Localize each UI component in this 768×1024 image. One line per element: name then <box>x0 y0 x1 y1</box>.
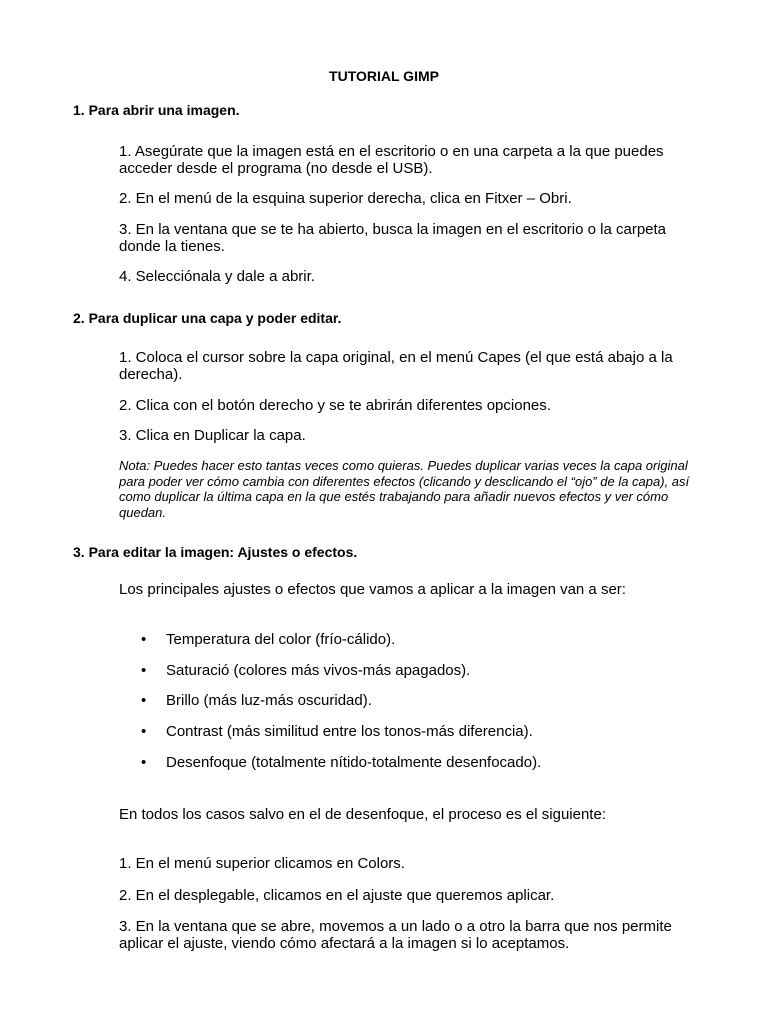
section-1-step-2: 2. En el menú de la esquina superior derecha, clica en Fitxer – Obri. <box>119 190 572 207</box>
section-1-step-1: 1. Asegúrate que la imagen está en el escritorio o en una carpeta a la que puedes acceder desde el programa (no desde el USB). <box>119 143 664 177</box>
list-item-text: Brillo (más luz-más oscuridad). <box>166 692 372 709</box>
section-3-step-1: 1. En el menú superior clicamos en Colors. <box>119 855 405 872</box>
section-2-note: Nota: Puedes hacer esto tantas veces como quieras. Puedes duplicar varias veces la capa original para poder ver cómo cambia con diferentes efectos (clicando y desclicando el “ojo” de la capa), así como duplicar la última capa en la que estés trabajando para añadir nuevos efectos y ver cómo quedan. <box>119 458 690 520</box>
list-item-text: Contrast (más similitud entre los tonos-más diferencia). <box>166 723 533 740</box>
section-2-heading: 2. Para duplicar una capa y poder editar. <box>73 310 342 326</box>
document-title: TUTORIAL GIMP <box>329 68 439 84</box>
section-3-intro: Los principales ajustes o efectos que vamos a aplicar a la imagen van a ser: <box>119 581 626 598</box>
section-3-step-2: 2. En el desplegable, clicamos en el ajuste que queremos aplicar. <box>119 887 555 904</box>
section-2-step-1: 1. Coloca el cursor sobre la capa original, en el menú Capes (el que está abajo a la derecha). <box>119 349 673 383</box>
section-1-step-3: 3. En la ventana que se te ha abierto, busca la imagen en el escritorio o la carpeta donde la tienes. <box>119 221 667 255</box>
section-3-process-intro: En todos los casos salvo en el de desenfoque, el proceso es el siguiente: <box>119 806 606 823</box>
section-1-heading: 1. Para abrir una imagen. <box>73 102 240 118</box>
section-2-step-3: 3. Clica en Duplicar la capa. <box>119 427 306 444</box>
list-item-text: Desenfoque (totalmente nítido-totalmente desenfocado). <box>166 754 542 771</box>
section-2-step-2: 2. Clica con el botón derecho y se te abrirán diferentes opciones. <box>119 397 551 414</box>
section-3-heading: 3. Para editar la imagen: Ajustes o efectos. <box>73 544 358 560</box>
bullet-icon: • <box>141 692 147 709</box>
bullet-icon: • <box>141 631 147 648</box>
list-item-text: Saturació (colores más vivos-más apagados). <box>166 662 471 679</box>
section-1-step-4: 4. Selecciónala y dale a abrir. <box>119 268 315 285</box>
bullet-icon: • <box>141 754 147 771</box>
bullet-icon: • <box>141 723 147 740</box>
list-item-text: Temperatura del color (frío-cálido). <box>166 631 396 648</box>
bullet-icon: • <box>141 662 147 679</box>
section-3-step-3: 3. En la ventana que se abre, movemos a un lado o a otro la barra que nos permite aplicar el ajuste, viendo cómo afectará a la imagen si lo aceptamos. <box>119 918 672 952</box>
